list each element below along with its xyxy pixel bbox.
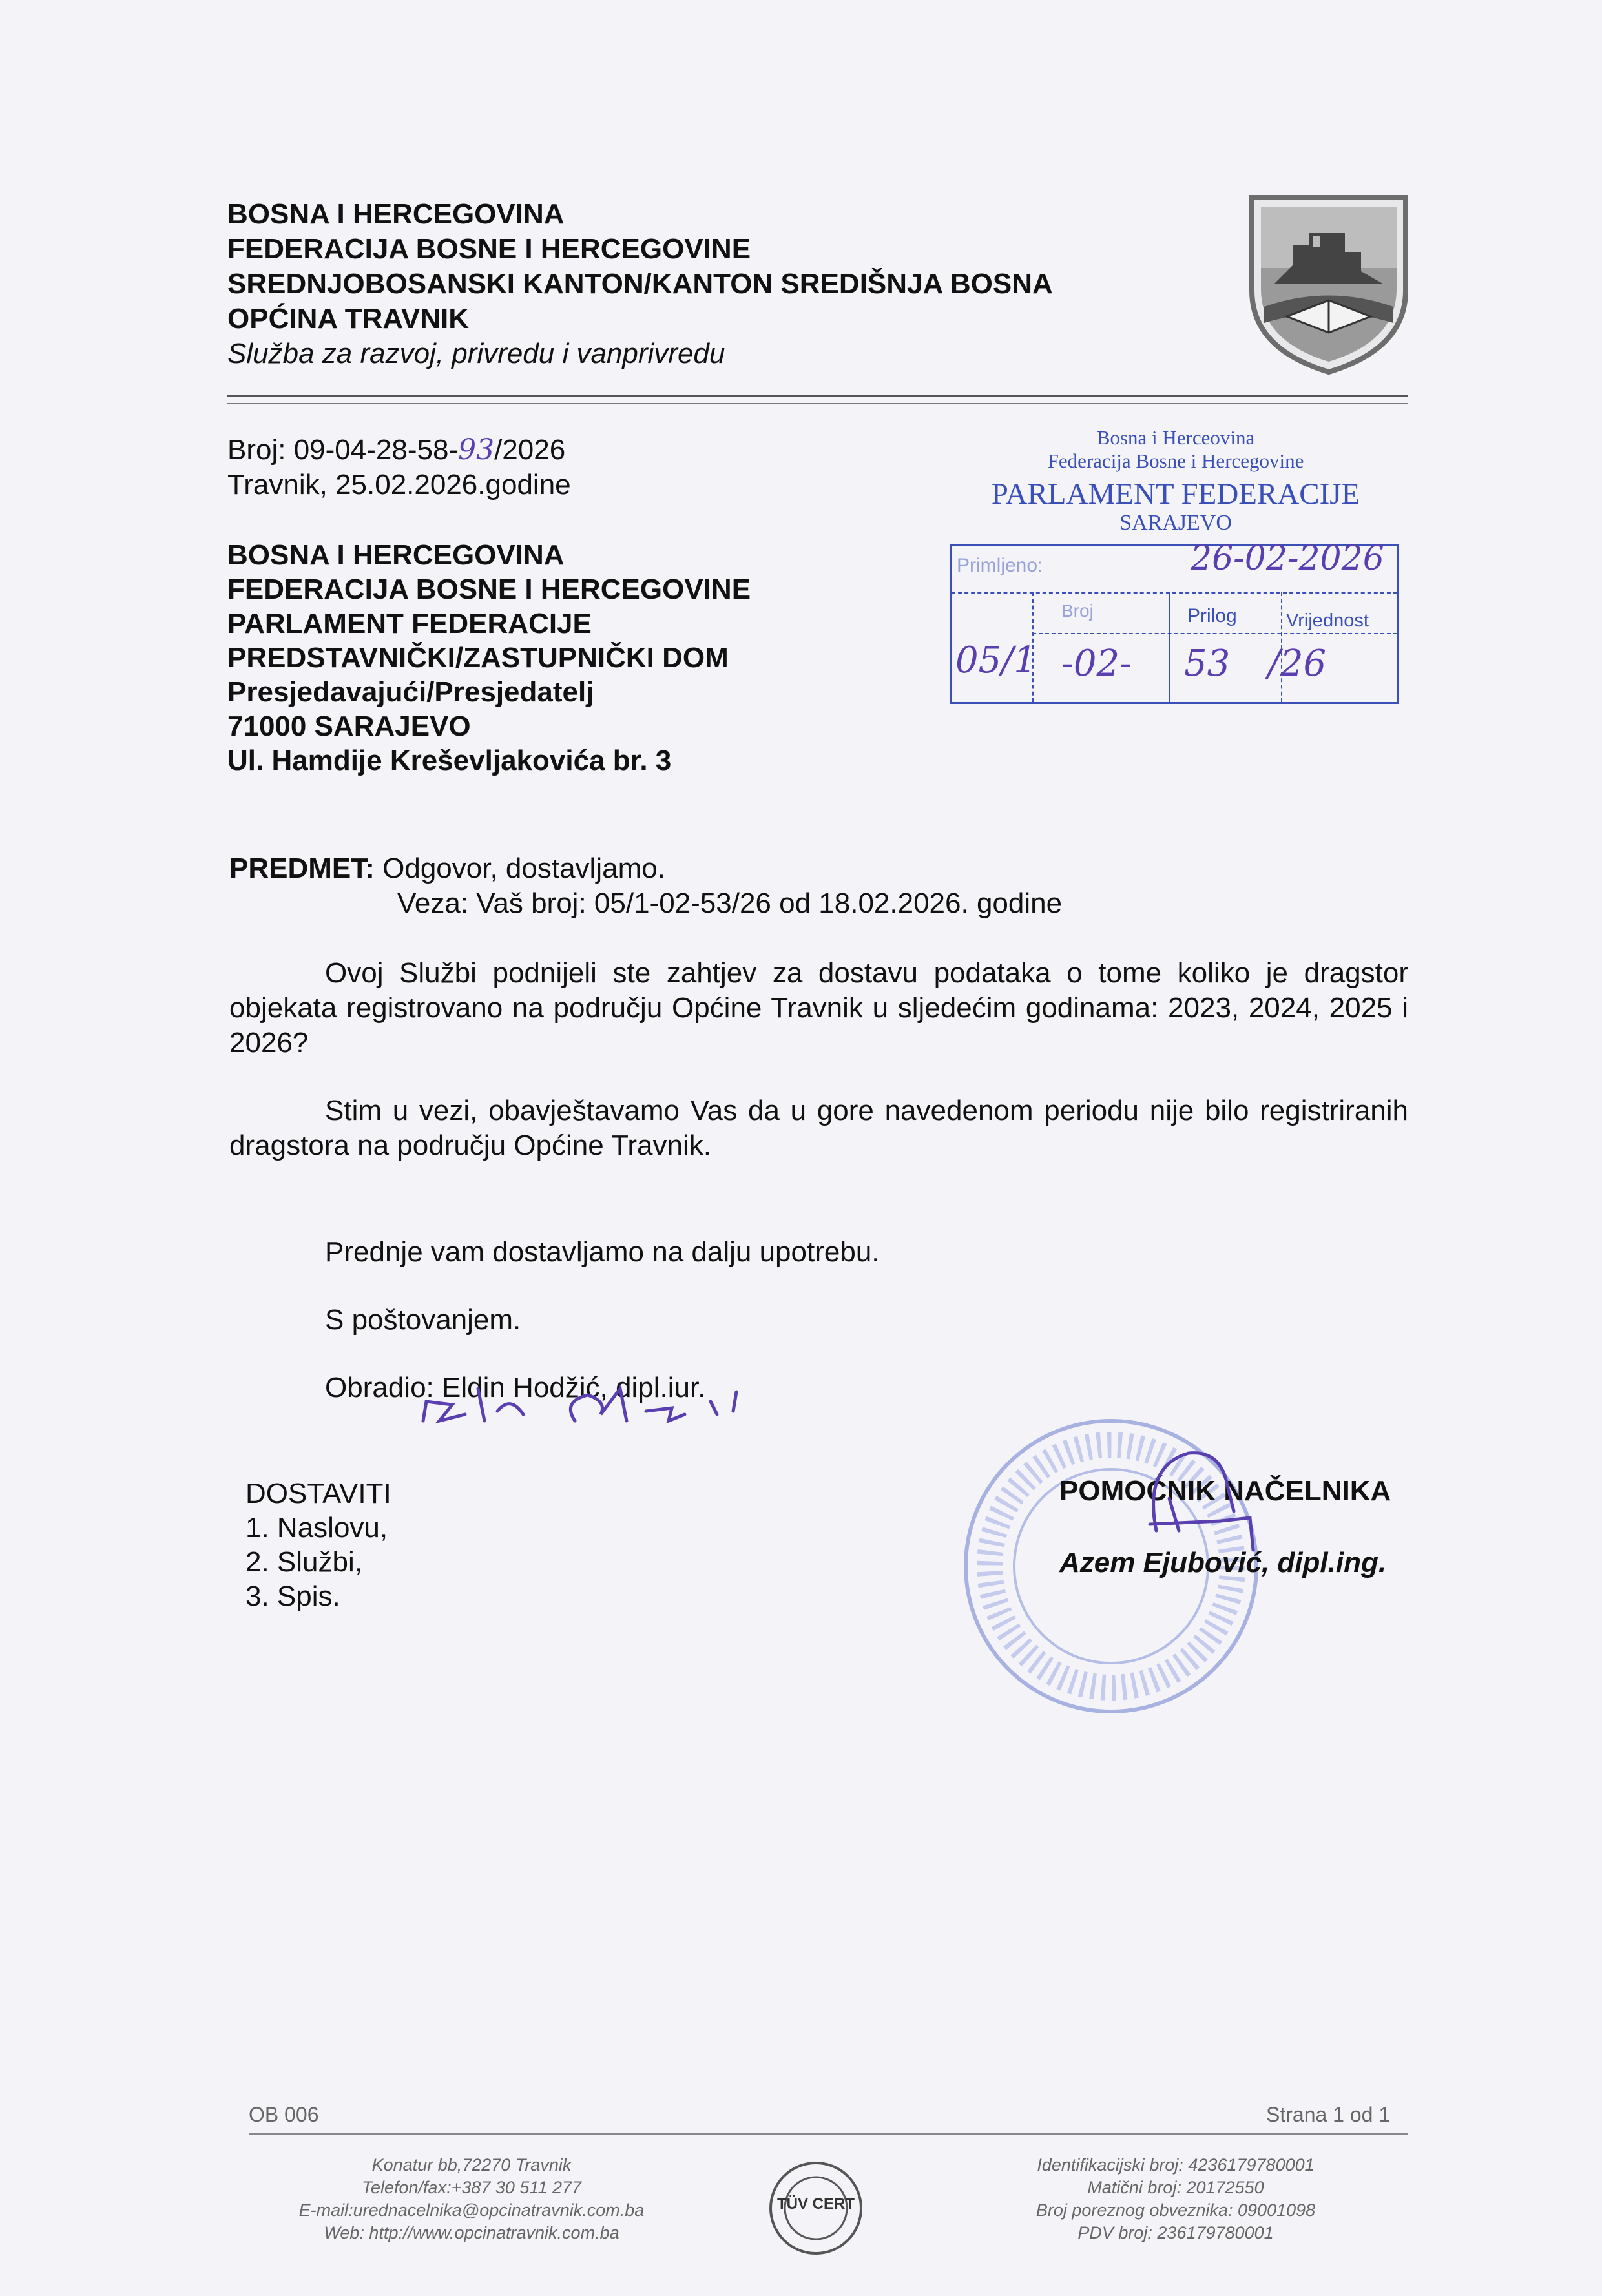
recipient-line: 71000 SARAJEVO	[227, 710, 471, 742]
footer-identifiers: Identifikacijski broj: 4236179780001 Matični broj: 20172550 Broj poreznog obveznika: 09001098 PDV broj: 236179780001	[1035, 2155, 1316, 2242]
issuer-line-2: FEDERACIJA BOSNE I HERCEGOVINE	[227, 233, 751, 265]
issuer-line-1: BOSNA I HERCEGOVINA	[227, 198, 565, 230]
received-date: 26-02-2026	[1191, 539, 1384, 578]
handwritten-initials	[413, 1376, 775, 1434]
stamp-value-1: 05/1	[955, 639, 1037, 681]
issuer-header	[227, 197, 1053, 371]
distribution-list	[245, 1476, 391, 1613]
received-stamp-table	[950, 539, 1399, 704]
body-paragraph-2: Stim u vezi, obavještavamo Vas da u gore navedenom periodu nije bilo registriranih dragstora na području Općine Travnik.	[229, 1095, 1408, 1161]
cert-label: TÜV CERT	[777, 2195, 855, 2213]
handwritten-signature	[1072, 1440, 1305, 1569]
prepared-by: Obradio: Eldin Hodžić, dipl.iur.	[325, 1372, 706, 1403]
coat-of-arms-icon	[1248, 194, 1410, 376]
received-stamp: Bosna i Herceovina Federacija Bosne i Hercegovine PARLAMENT FEDERACIJE SARAJEVO	[991, 426, 1360, 535]
distribution-item: 2. Službi,	[245, 1546, 362, 1578]
stamp-value-3: 53	[1184, 643, 1231, 685]
header-divider	[227, 395, 1408, 397]
reference-block	[227, 433, 571, 502]
stamp-value-4: /26	[1268, 643, 1327, 685]
subject-reference: Veza: Vaš broj: 05/1-02-53/26 od 18.02.2026. godine	[397, 887, 1063, 919]
primljeno-label: Primljeno:	[957, 555, 1043, 576]
body-paragraph-1: Ovoj Službi podnijeli ste zahtjev za dostavu podataka o tome koliko je dragstor objekata registrovano na području Općine Travnik u sljedećim godinama: 2023, 2024, 2025 i 2026?	[229, 957, 1408, 1059]
footer-divider	[249, 2133, 1408, 2135]
form-code: OB 006	[249, 2103, 319, 2126]
subject-text: Odgovor, dostavljamo.	[382, 853, 665, 884]
handwritten-number: 93	[458, 433, 495, 466]
recipient-line: PARLAMENT FEDERACIJE	[227, 608, 592, 639]
recipient-line: FEDERACIJA BOSNE I HERCEGOVINE	[227, 574, 751, 605]
reference-number: Broj: 09-04-28-58-93/2026	[227, 433, 566, 466]
footer-contact: Konatur bb,72270 Travnik Telefon/fax:+387 30 511 277 E-mail:urednacelnika@opcinatravnik.com.ba Web: http://www.opcinatravnik.com.ba	[298, 2155, 645, 2242]
recipient-line: BOSNA I HERCEGOVINA	[227, 539, 565, 571]
greeting: S poštovanjem.	[325, 1304, 521, 1336]
distribution-item: 3. Spis.	[245, 1580, 340, 1612]
issuer-line-3: SREDNJOBOSANSKI KANTON/KANTON SREDIŠNJA BOSNA	[227, 268, 1053, 300]
col-prilog: Prilog	[1187, 605, 1237, 626]
stamp-value-2: -02-	[1061, 643, 1132, 685]
issuer-department: Služba za razvoj, privredu i vanprivredu	[227, 338, 725, 369]
recipient-line: PREDSTAVNIČKI/ZASTUPNIČKI DOM	[227, 642, 729, 674]
page-number: Strana 1 od 1	[1266, 2103, 1391, 2126]
col-vrijednost: Vrijednost	[1286, 610, 1369, 631]
header-divider-thin	[227, 403, 1408, 404]
recipient-line: Ul. Hamdije Kreševljakovića br. 3	[227, 745, 672, 776]
place-date: Travnik, 25.02.2026.godine	[227, 469, 571, 501]
col-broj: Broj	[1061, 601, 1094, 621]
subject-block	[229, 851, 1062, 921]
issuer-line-4: OPĆINA TRAVNIK	[227, 303, 469, 335]
closing-line: Prednje vam dostavljamo na dalju upotrebu.	[325, 1236, 880, 1268]
signatory-role: POMOĆNIK NAČELNIKA	[1059, 1475, 1391, 1507]
recipient-line: Presjedavajući/Presjedatelj	[227, 676, 594, 708]
distribution-item: 1. Naslovu,	[245, 1512, 388, 1544]
subject-label: PREDMET:	[229, 853, 375, 884]
recipient-address	[227, 538, 751, 778]
signatory-name: Azem Ejubović, dipl.ing.	[1059, 1547, 1387, 1578]
tuv-cert-badge	[767, 2160, 864, 2257]
distribution-title: DOSTAVITI	[245, 1478, 391, 1509]
